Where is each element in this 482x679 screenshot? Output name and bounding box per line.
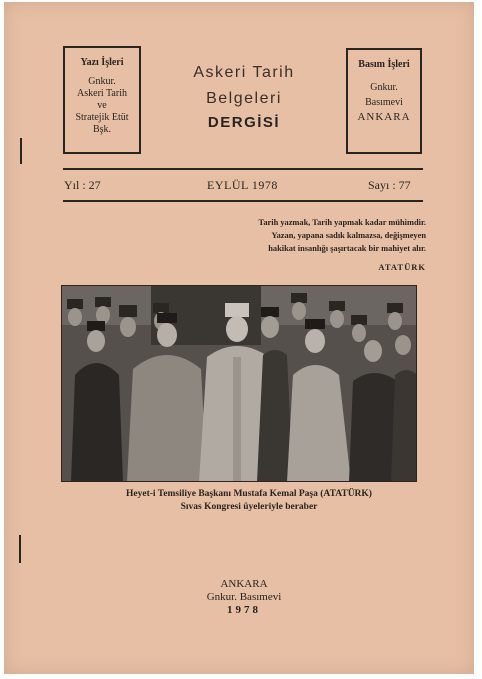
editorial-office-line: ve	[97, 100, 107, 111]
issue-number: Sayı : 77	[368, 178, 411, 192]
binding-mark	[20, 138, 22, 164]
quote-line: hakikat insanlığı şaşırtacak bir mahiyet alır.	[268, 244, 426, 253]
magazine-cover	[4, 2, 474, 674]
quote-author: ATATÜRK	[378, 262, 426, 272]
editorial-office-heading: Yazı İşleri	[80, 57, 124, 68]
footer-city: ANKARA	[220, 578, 268, 590]
caption-line-1: Heyet-i Temsiliye Başkanı Mustafa Kemal Paşa (ATATÜRK)	[126, 489, 372, 499]
magazine-title	[154, 60, 334, 134]
divider-bottom	[63, 200, 423, 202]
footer-year: 1978	[227, 604, 261, 616]
editorial-office-box	[63, 46, 141, 154]
photo-caption	[44, 488, 454, 514]
title-line-1: Askeri Tarih	[193, 64, 295, 81]
quote-line: Yazan, yapana sadık kalmazsa, değişmeyen	[271, 231, 426, 240]
printing-office-box	[346, 48, 422, 154]
title-line-2: Belgeleri	[206, 90, 282, 107]
quote-line: Tarih yazmak, Tarih yapmak kadar mühimdir.	[258, 218, 426, 227]
editorial-office-line: Gnkur.	[88, 76, 116, 87]
publisher-footer	[154, 578, 334, 617]
editorial-office-line: Bşk.	[92, 124, 112, 135]
footer-press: Gnkur. Basımevi	[206, 591, 282, 603]
printing-office-line: Gnkur.	[370, 82, 398, 93]
printing-office-line: Basımevi	[365, 97, 403, 108]
ataturk-quote	[194, 216, 426, 274]
title-line-3: DERGİSİ	[207, 114, 281, 131]
printing-office-details	[348, 80, 420, 125]
editorial-office-line: Stratejik Etüt	[75, 112, 129, 123]
editorial-office-line: Askeri Tarih	[77, 88, 127, 99]
binding-mark	[19, 535, 21, 563]
issue-date: EYLÜL 1978	[207, 178, 278, 192]
printing-office-city: ANKARA	[357, 111, 411, 123]
caption-line-2: Sıvas Kongresi üyeleriyle beraber	[180, 502, 318, 512]
historical-photo	[61, 285, 417, 482]
divider-top	[63, 168, 423, 170]
editorial-office-details	[65, 76, 139, 136]
printing-office-heading: Basım İşleri	[358, 59, 410, 70]
volume-year: Yıl : 27	[64, 178, 101, 192]
